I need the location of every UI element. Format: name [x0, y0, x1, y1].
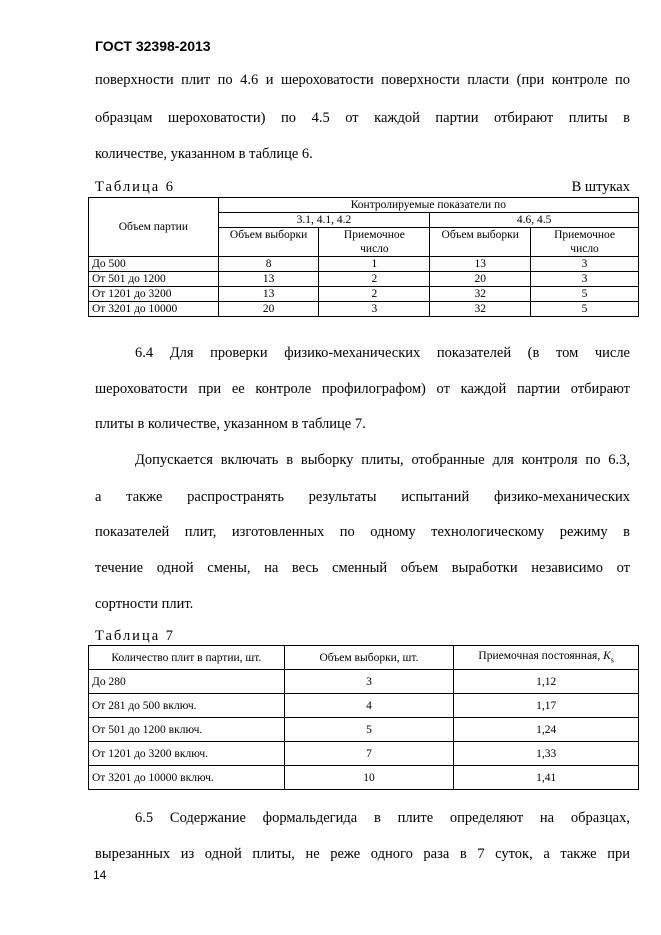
table-7-cell-k: 1,17: [454, 694, 639, 718]
paragraph-line: образцам шероховатости) по 4.5 от каждой партии отбирают плиты в: [95, 110, 630, 126]
table-7-cell-sample: 7: [284, 742, 454, 766]
paragraph-line: вырезанных из одной плиты, не реже одного раза в 7 суток, а также при: [95, 846, 630, 862]
table-6-header-sample: Объем выборки: [430, 228, 531, 257]
document-header: ГОСТ 32398-2013: [95, 38, 211, 54]
table-6-cell-accept2: 3: [531, 272, 639, 287]
table-7-cell-k: 1,12: [454, 670, 639, 694]
table-7: [88, 645, 639, 790]
table-6-cell-accept1: 2: [319, 272, 430, 287]
table-6-header-sub2: 4.6, 4.5: [430, 213, 639, 228]
table-6-cell-batch: От 1201 до 3200: [89, 287, 219, 302]
table-6-cell-batch: От 3201 до 10000: [89, 302, 219, 317]
table-7-cell-qty: От 281 до 500 включ.: [89, 694, 285, 718]
table-6-cell-sample1: 13: [218, 287, 319, 302]
paragraph-line: плиты в количестве, указанном в таблице 7.: [95, 416, 366, 432]
table-7-cell-k: 1,24: [454, 718, 639, 742]
table-6-cell-sample1: 20: [218, 302, 319, 317]
table-row: [89, 272, 639, 287]
paragraph-line: шероховатости при ее контроле профилографом) от каждой партии отбирают: [95, 381, 630, 397]
table-7-caption-row: [95, 628, 630, 645]
table-6-cell-sample2: 32: [430, 302, 531, 317]
table-row: [89, 766, 639, 790]
paragraph-line: течение одной смены, на весь сменный объем выработки независимо от: [95, 560, 630, 576]
table-6-cell-sample2: 13: [430, 257, 531, 272]
table-7-cell-qty: До 280: [89, 670, 285, 694]
table-row: [89, 257, 639, 272]
table-6-cell-sample2: 20: [430, 272, 531, 287]
table-row: [89, 670, 639, 694]
table-6-header-group: Контролируемые показатели по: [218, 198, 638, 213]
paragraph-line: количестве, указанном в таблице 6.: [95, 146, 313, 162]
table-7-cell-qty: От 1201 до 3200 включ.: [89, 742, 285, 766]
paragraph-line: поверхности плит по 4.6 и шероховатости поверхности пласти (при контроле по: [95, 72, 630, 88]
table-7-header-qty: Количество плит в партии, шт.: [89, 646, 285, 670]
paragraph-line: сортности плит.: [95, 596, 194, 612]
table-7-cell-sample: 4: [284, 694, 454, 718]
table-6-cell-accept2: 5: [531, 302, 639, 317]
paragraph-line: показателей плит, изготовленных по одному технологическому режиму в: [95, 524, 630, 540]
table-6: [88, 197, 639, 317]
table-7-cell-k: 1,33: [454, 742, 639, 766]
paragraph-line: а также распространять результаты испытаний физико-механических: [95, 489, 630, 505]
table-6-header-sample: Объем выборки: [218, 228, 319, 257]
table-7-cell-k: 1,41: [454, 766, 639, 790]
table-row: [89, 694, 639, 718]
table-6-cell-accept1: 1: [319, 257, 430, 272]
table-6-caption: Таблица 6: [95, 179, 176, 195]
paragraph-line: 6.5 Содержание формальдегида в плите определяют на образцах,: [135, 810, 630, 826]
table-6-cell-sample1: 13: [218, 272, 319, 287]
table-6-cell-batch: От 501 до 1200: [89, 272, 219, 287]
paragraph-line: 6.4 Для проверки физико-механических показателей (в том числе: [135, 345, 630, 361]
table-row: [89, 302, 639, 317]
table-7-caption: Таблица 7: [95, 628, 176, 644]
table-6-header-batch: Объем партии: [89, 198, 219, 257]
table-6-cell-accept1: 2: [319, 287, 430, 302]
table-6-units: В штуках: [571, 179, 630, 195]
page-number: 14: [93, 868, 107, 882]
table-6-cell-sample2: 32: [430, 287, 531, 302]
table-row: [89, 718, 639, 742]
table-6-cell-accept1: 3: [319, 302, 430, 317]
table-6-cell-batch: До 500: [89, 257, 219, 272]
table-row: [89, 742, 639, 766]
table-7-cell-qty: От 501 до 1200 включ.: [89, 718, 285, 742]
table-7-header-sample: Объем выборки, шт.: [284, 646, 454, 670]
table-6-caption-row: [95, 179, 630, 196]
table-7-header-k: Приемочная постоянная, $K_s$: [454, 646, 639, 670]
table-6-cell-accept2: 3: [531, 257, 639, 272]
table-6-cell-accept2: 5: [531, 287, 639, 302]
table-7-cell-sample: 3: [284, 670, 454, 694]
table-6-header-sub1: 3.1, 4.1, 4.2: [218, 213, 430, 228]
table-6-cell-sample1: 8: [218, 257, 319, 272]
table-6-header-accept: Приемочное число: [319, 228, 430, 257]
table-7-cell-sample: 5: [284, 718, 454, 742]
table-6-header-accept: Приемочное число: [531, 228, 639, 257]
table-7-cell-sample: 10: [284, 766, 454, 790]
table-7-cell-qty: От 3201 до 10000 включ.: [89, 766, 285, 790]
table-row: [89, 287, 639, 302]
paragraph-line: Допускается включать в выборку плиты, отобранные для контроля по 6.3,: [135, 452, 630, 468]
